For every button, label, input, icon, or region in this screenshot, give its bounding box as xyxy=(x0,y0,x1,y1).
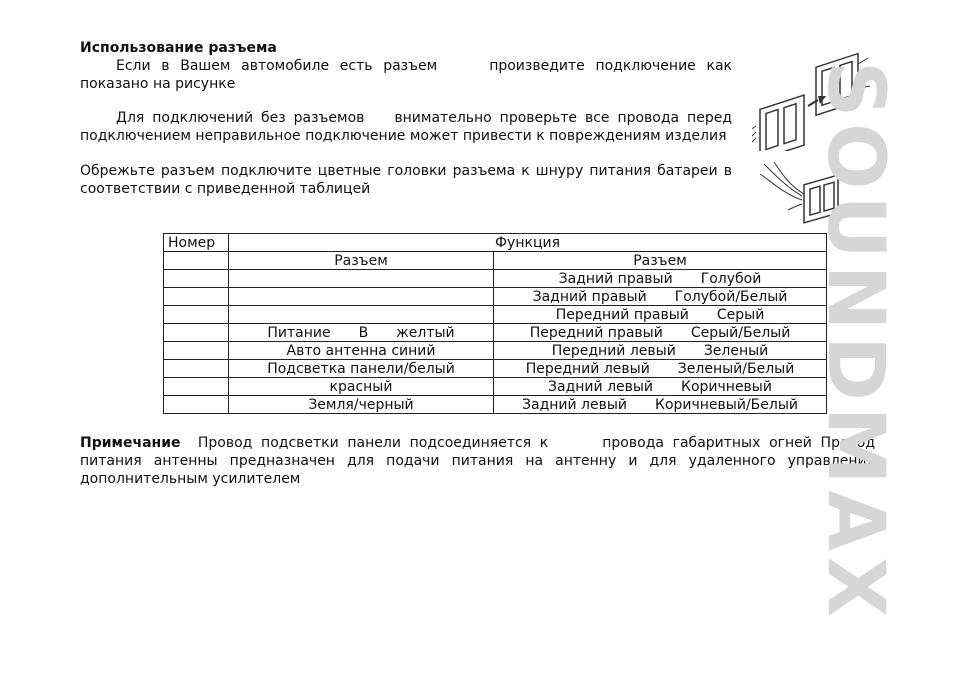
header-function: Функция xyxy=(229,234,827,252)
table-row: Авто антенна синий Передний левый Зеленый xyxy=(164,342,827,360)
header-number: Номер xyxy=(164,234,229,252)
subheader-connector-a: Разъем xyxy=(229,252,494,270)
subheader-connector-b: Разъем xyxy=(494,252,827,270)
table-row: Подсветка панели/белый Передний левый Зеленый/Белый xyxy=(164,360,827,378)
table-header-row xyxy=(164,234,827,252)
note-part2: провода габаритных огней Провод питания антенны предназначен для подачи питания на антенну и для удаленного управления дополнительным усилителем xyxy=(80,435,876,487)
paragraph-no-connector xyxy=(80,110,732,145)
table-row: Передний правый Серый xyxy=(164,306,827,324)
table-row: красный Задний левый Коричневый xyxy=(164,378,827,396)
table-row: Задний правый Голубой/Белый xyxy=(164,288,827,306)
paragraph-connector-usage xyxy=(80,58,732,93)
table-row: Питание В желтый Передний правый Серый/Белый xyxy=(164,324,827,342)
section-heading: Использование разъема xyxy=(80,40,277,56)
para1-part1: Если в Вашем автомобиле есть разъем xyxy=(116,58,438,74)
paragraph-cut-connector: Обрежьте разъем подключите цветные головки разъема к шнуру питания батареи в соответствии с приведенной таблицей xyxy=(80,163,732,197)
note-paragraph xyxy=(80,434,875,488)
pinout-table xyxy=(163,233,827,414)
table-row: Земля/черный Задний левый Коричневый/Белый xyxy=(164,396,827,414)
note-label: Примечание xyxy=(80,435,181,451)
note-part1: Провод подсветки панели подсоединяется к xyxy=(197,435,549,451)
table-subheader-row xyxy=(164,252,827,270)
para2-part1: Для подключений без разъемов xyxy=(116,110,365,126)
para1-part2: произведите подключение как показано на рисунке xyxy=(80,58,732,92)
para2-part2: внимательно проверьте все провода перед подключением неправильное подключение может привести к повреждениям изделия xyxy=(80,110,733,144)
table-row: Задний правый Голубой xyxy=(164,270,827,288)
